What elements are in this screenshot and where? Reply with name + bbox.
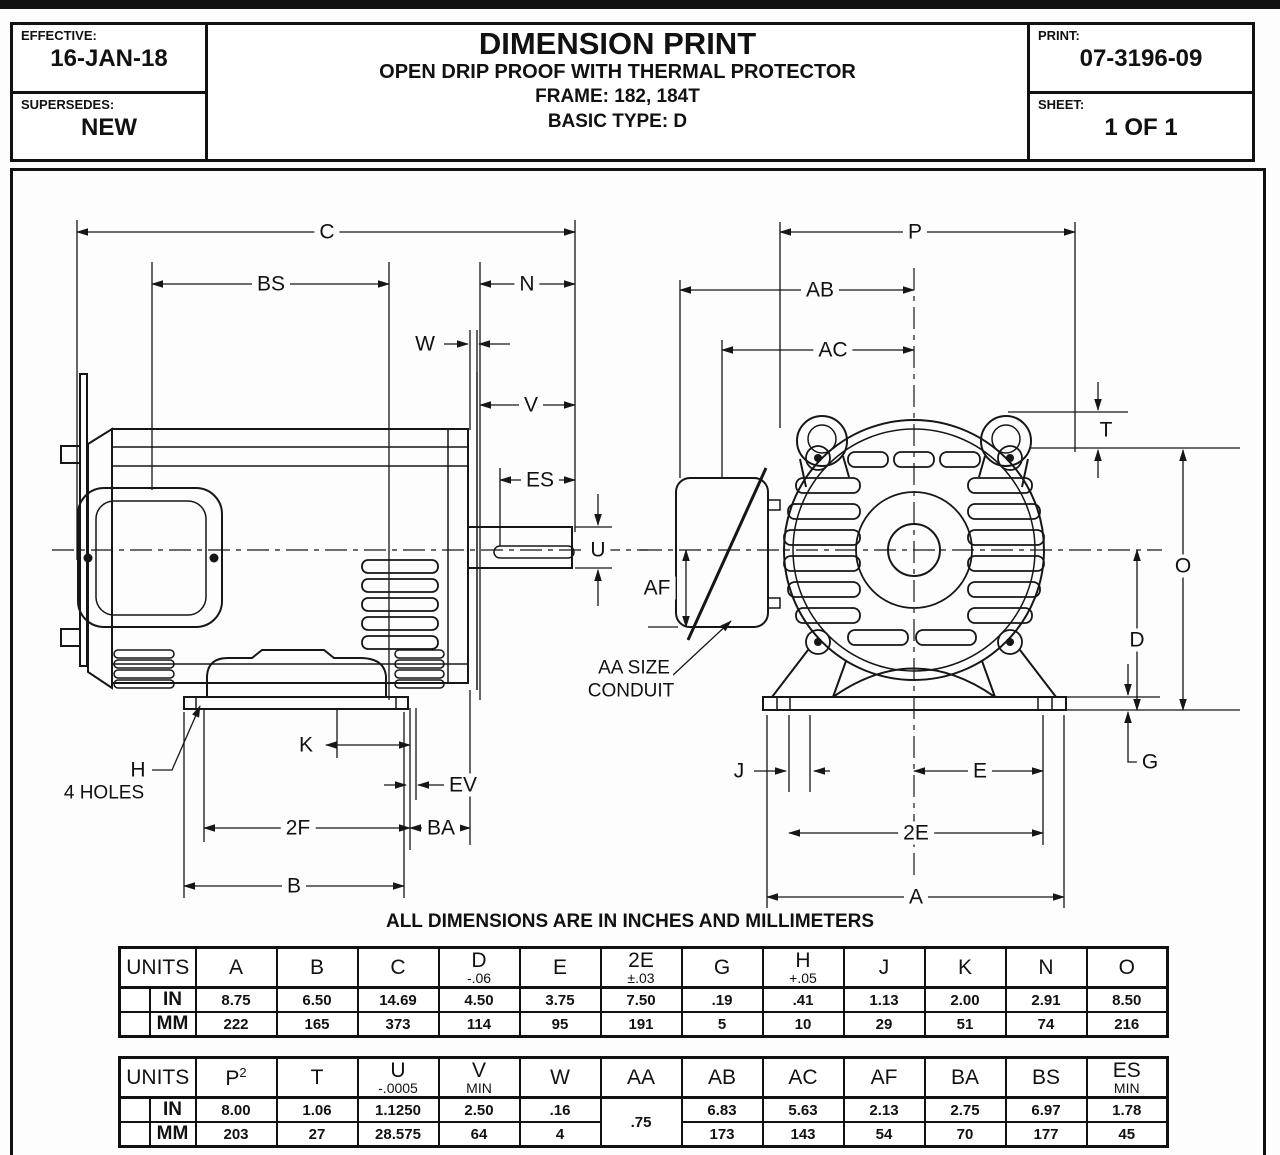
dim-label-ba: BA	[422, 817, 460, 840]
document-subtitle: OPEN DRIP PROOF WITH THERMAL PROTECTOR	[379, 60, 856, 83]
bolt-head-bottom	[61, 629, 80, 646]
front-extension-lines	[648, 222, 1240, 908]
value-MM-2: 28.575	[358, 1122, 439, 1147]
side-dimension-lines	[77, 232, 598, 886]
value-IN-2: 1.1250	[358, 1098, 439, 1123]
dim-label-t: T	[1095, 419, 1118, 442]
effective-value: 16-JAN-18	[50, 45, 168, 72]
lifting-eye-left-hole	[808, 425, 836, 453]
dim-label-g: G	[1137, 751, 1163, 774]
value-MM-3: 114	[439, 1012, 520, 1037]
value-IN-0: 8.75	[196, 988, 277, 1013]
value-MM-8: 29	[844, 1012, 925, 1037]
dim-label-es: ES	[521, 469, 559, 492]
dim-label-4holes: 4 HOLES	[61, 783, 147, 804]
leader-aa-conduit	[672, 621, 731, 676]
value-IN-4: 3.75	[520, 988, 601, 1013]
col-header-AC: AC	[763, 1058, 844, 1098]
motor-body	[112, 429, 468, 683]
col-header-T: T	[277, 1058, 358, 1098]
value-IN-6: 6.83	[682, 1098, 763, 1123]
col-header-D: D -.06	[439, 948, 520, 988]
col-header-B: B	[277, 948, 358, 988]
unit-MM: MM	[150, 1012, 196, 1037]
dimensions-note: ALL DIMENSIONS ARE IN INCHES AND MILLIMETERS	[385, 911, 875, 932]
value-MM-10: 177	[1006, 1122, 1087, 1147]
col-header-V: V MIN	[439, 1058, 520, 1098]
col-header-N: N	[1006, 948, 1087, 988]
box-mount-tabs	[768, 500, 780, 608]
col-header-J: J	[844, 948, 925, 988]
dim-label-w: W	[410, 333, 440, 356]
dim-label-j: J	[729, 760, 750, 783]
supersedes-value: NEW	[81, 113, 137, 141]
unit-MM: MM	[150, 1122, 196, 1147]
dim-label-2f: 2F	[281, 817, 316, 840]
value-IN-1: 1.06	[277, 1098, 358, 1123]
row-spacer	[120, 988, 150, 1013]
dim-label-ev: EV	[444, 774, 482, 797]
dim-label-k: K	[294, 734, 318, 757]
frame-line: FRAME: 182, 184T	[535, 85, 700, 107]
value-MM-11: 45	[1087, 1122, 1168, 1147]
dim-label-e: E	[968, 760, 992, 783]
value-MM-6: 173	[682, 1122, 763, 1147]
sheet-label: SHEET:	[1038, 96, 1085, 112]
value-MM-0: 203	[196, 1122, 277, 1147]
unit-IN: IN	[150, 988, 196, 1013]
dim-label-h: H	[125, 759, 150, 782]
value-IN-6: .19	[682, 988, 763, 1013]
value-IN-9: 2.00	[925, 988, 1006, 1013]
col-header-BS: BS	[1006, 1058, 1087, 1098]
side-foot-plate	[184, 697, 408, 709]
unit-IN: IN	[150, 1098, 196, 1123]
dimension-table-2	[118, 1056, 1169, 1148]
value-IN-10: 6.97	[1006, 1098, 1087, 1123]
units-header: UNITS	[120, 1058, 196, 1098]
terminal-box-front	[676, 478, 768, 627]
value-MM-3: 64	[439, 1122, 520, 1147]
value-IN-7: .41	[763, 988, 844, 1013]
cover-screw-left	[84, 554, 93, 563]
value-MM-1: 27	[277, 1122, 358, 1147]
value-MM-1: 165	[277, 1012, 358, 1037]
front-view-drawing	[640, 222, 1240, 908]
value-IN-0: 8.00	[196, 1098, 277, 1123]
shaft-keyway	[494, 546, 574, 558]
value-MM-2: 373	[358, 1012, 439, 1037]
dim-label-bs: BS	[252, 273, 290, 296]
basic-type-line: BASIC TYPE: D	[547, 111, 688, 133]
side-extension-lines	[77, 220, 612, 898]
value-MM-9: 70	[925, 1122, 1006, 1147]
col-header-O: O	[1087, 948, 1168, 988]
value-IN-7: 5.63	[763, 1098, 844, 1123]
value-MM-7: 143	[763, 1122, 844, 1147]
value-MM-8: 54	[844, 1122, 925, 1147]
base-pedestal	[207, 650, 386, 697]
value-IN-3: 4.50	[439, 988, 520, 1013]
col-header-E: E	[520, 948, 601, 988]
row-spacer	[120, 1122, 150, 1147]
dim-label-2e: 2E	[898, 822, 934, 845]
foot-plate-tabs	[196, 697, 396, 709]
dim-label-o: O	[1170, 555, 1196, 578]
value-MM-5: 191	[601, 1012, 682, 1037]
col-header-W: W	[520, 1058, 601, 1098]
col-header-ES: ES MIN	[1087, 1058, 1168, 1098]
value-IN-1: 6.50	[277, 988, 358, 1013]
col-header-C: C	[358, 948, 439, 988]
dimension-table-1	[118, 946, 1169, 1038]
front-dimension-lines	[672, 232, 1183, 897]
dim-label-p: P	[903, 221, 927, 244]
value-IN-5: 7.50	[601, 988, 682, 1013]
units-header: UNITS	[120, 948, 196, 988]
value-IN-11: 8.50	[1087, 988, 1168, 1013]
terminal-box-cover-diagonal	[688, 468, 766, 640]
dim-label-a: A	[904, 886, 928, 909]
value-IN-8: 1.13	[844, 988, 925, 1013]
value-MM-6: 5	[682, 1012, 763, 1037]
value-MM-9: 51	[925, 1012, 1006, 1037]
dim-label-ac: AC	[813, 339, 852, 362]
value-MM-11: 216	[1087, 1012, 1168, 1037]
value-IN-4: .16	[520, 1098, 601, 1123]
shaft	[468, 527, 572, 568]
col-header-2E: 2E ±.03	[601, 948, 682, 988]
col-header-AF: AF	[844, 1058, 925, 1098]
lifting-eye-right-hole	[992, 425, 1020, 453]
value-MM-4: 4	[520, 1122, 601, 1147]
print-label: PRINT:	[1038, 28, 1080, 43]
col-header-G: G	[682, 948, 763, 988]
value-IN-10: 2.91	[1006, 988, 1087, 1013]
dim-label-ab: AB	[801, 279, 839, 302]
label-conduit: CONDUIT	[585, 681, 678, 702]
value-MM-0: 222	[196, 1012, 277, 1037]
value-IN-9: 2.75	[925, 1098, 1006, 1123]
value-IN-2: 14.69	[358, 988, 439, 1013]
value-IN-5: .75	[601, 1098, 682, 1147]
row-spacer	[120, 1098, 150, 1123]
print-value: 07-3196-09	[1079, 45, 1203, 72]
dim-table	[118, 1056, 1169, 1148]
value-IN-8: 2.13	[844, 1098, 925, 1123]
value-MM-4: 95	[520, 1012, 601, 1037]
label-aa-size: AA SIZE	[595, 658, 673, 679]
effective-label: EFFECTIVE:	[21, 28, 97, 43]
dim-label-d: D	[1124, 629, 1149, 652]
value-MM-10: 74	[1006, 1012, 1087, 1037]
col-header-U: U -.0005	[358, 1058, 439, 1098]
side-vent-louvers	[362, 560, 438, 649]
dim-label-c: C	[314, 221, 339, 244]
dim-label-u: U	[585, 539, 610, 562]
supersedes-label: SUPERSEDES:	[21, 96, 115, 112]
sheet-value: 1 OF 1	[1104, 113, 1178, 141]
col-header-BA: BA	[925, 1058, 1006, 1098]
dim-table	[118, 946, 1169, 1038]
dim-label-v: V	[519, 394, 543, 417]
dim-label-b: B	[282, 875, 306, 898]
cover-screw-right	[210, 554, 219, 563]
document-title: DIMENSION PRINT	[478, 26, 757, 61]
value-IN-11: 1.78	[1087, 1098, 1168, 1123]
col-header-AA: AA	[601, 1058, 682, 1098]
col-header-H: H +.05	[763, 948, 844, 988]
leader-h-holes	[152, 706, 200, 770]
col-header-P: $P^2$	[196, 1058, 277, 1098]
value-IN-3: 2.50	[439, 1098, 520, 1123]
col-header-A: A	[196, 948, 277, 988]
dim-label-af: AF	[639, 577, 676, 600]
row-spacer	[120, 1012, 150, 1037]
col-header-K: K	[925, 948, 1006, 988]
body-band-lines	[112, 429, 468, 683]
col-header-AB: AB	[682, 1058, 763, 1098]
value-MM-7: 10	[763, 1012, 844, 1037]
end-plate	[80, 374, 87, 666]
dim-label-n: N	[514, 273, 539, 296]
